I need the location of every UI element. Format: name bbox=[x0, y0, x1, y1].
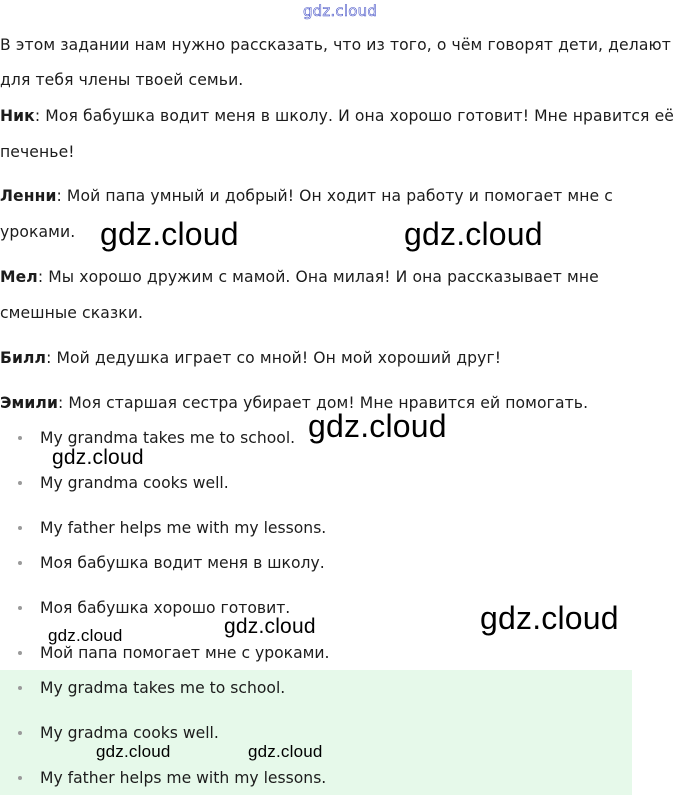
bullet-icon bbox=[18, 436, 22, 440]
watermark: gdz.cloud bbox=[224, 615, 316, 638]
list-item-text: Мой папа помогает мне с уроками. bbox=[40, 644, 330, 662]
list-item-text: Моя бабушка водит меня в школу. bbox=[40, 554, 325, 572]
bullet-icon bbox=[18, 526, 22, 530]
bullet-icon bbox=[18, 731, 22, 735]
list-item-text: My grandma cooks well. bbox=[40, 474, 229, 492]
answer-item bbox=[0, 763, 632, 793]
watermark: gdz.cloud bbox=[52, 446, 144, 469]
speaker-name: Эмили bbox=[0, 394, 58, 412]
statement-lenny-cont: уроками. bbox=[0, 223, 76, 241]
list-item-text: Моя бабушка хорошо готовит. bbox=[40, 599, 291, 617]
statement-nick-cont: печенье! bbox=[0, 143, 75, 161]
answer-item-text: My gradma takes me to school. bbox=[40, 679, 286, 697]
list-item-text: My grandma takes me to school. bbox=[40, 429, 296, 447]
statement-nick bbox=[0, 98, 680, 134]
bullet-icon bbox=[18, 606, 22, 610]
watermark: gdz.cloud bbox=[404, 216, 543, 252]
list-item bbox=[0, 468, 632, 498]
intro-line-1: В этом задании нам нужно рассказать, что из того, о чём говорят дети, делают bbox=[0, 36, 671, 54]
statement-text: : Мой дедушка играет со мной! Он мой хороший друг! bbox=[46, 349, 502, 367]
statement-text: : Мой папа умный и добрый! Он ходит на работу и помогает мне с bbox=[56, 187, 613, 205]
site-watermark: gdz.cloud bbox=[302, 2, 378, 20]
speaker-name: Мел bbox=[0, 268, 38, 286]
watermark: gdz.cloud bbox=[96, 742, 171, 761]
answer-item bbox=[0, 673, 632, 703]
bullet-icon bbox=[18, 481, 22, 485]
list-item bbox=[0, 548, 632, 578]
bullet-icon bbox=[18, 686, 22, 690]
watermark: gdz.cloud bbox=[248, 742, 323, 761]
watermark: gdz.cloud bbox=[100, 216, 239, 252]
bullet-icon bbox=[18, 561, 22, 565]
statement-text: : Моя бабушка водит меня в школу. И она хорошо готовит! Мне нравится её bbox=[34, 107, 674, 125]
statement-text: : Мы хорошо дружим с мамой. Она милая! И она рассказывает мне bbox=[37, 268, 599, 286]
speaker-name: Ник bbox=[0, 107, 35, 125]
answer-item-text: My father helps me with my lessons. bbox=[40, 769, 327, 787]
speaker-name: Билл bbox=[0, 349, 47, 367]
statement-mel bbox=[0, 259, 680, 295]
answer-item-text: My gradma cooks well. bbox=[40, 724, 219, 742]
statement-mel-cont: смешные сказки. bbox=[0, 304, 144, 322]
statement-lenny bbox=[0, 178, 680, 214]
watermark: gdz.cloud bbox=[480, 600, 619, 636]
speaker-name: Ленни bbox=[0, 187, 57, 205]
statement-text: : Моя старшая сестра убирает дом! Мне нравится ей помогать. bbox=[57, 394, 589, 412]
bullet-icon bbox=[18, 651, 22, 655]
watermark: gdz.cloud bbox=[48, 626, 123, 645]
statement-bill bbox=[0, 340, 680, 376]
watermark: gdz.cloud bbox=[308, 408, 447, 444]
list-item bbox=[0, 513, 632, 543]
list-item-text: My father helps me with my lessons. bbox=[40, 519, 327, 537]
intro-line-2: для тебя члены твоей семьи. bbox=[0, 71, 244, 89]
bullet-icon bbox=[18, 776, 22, 780]
